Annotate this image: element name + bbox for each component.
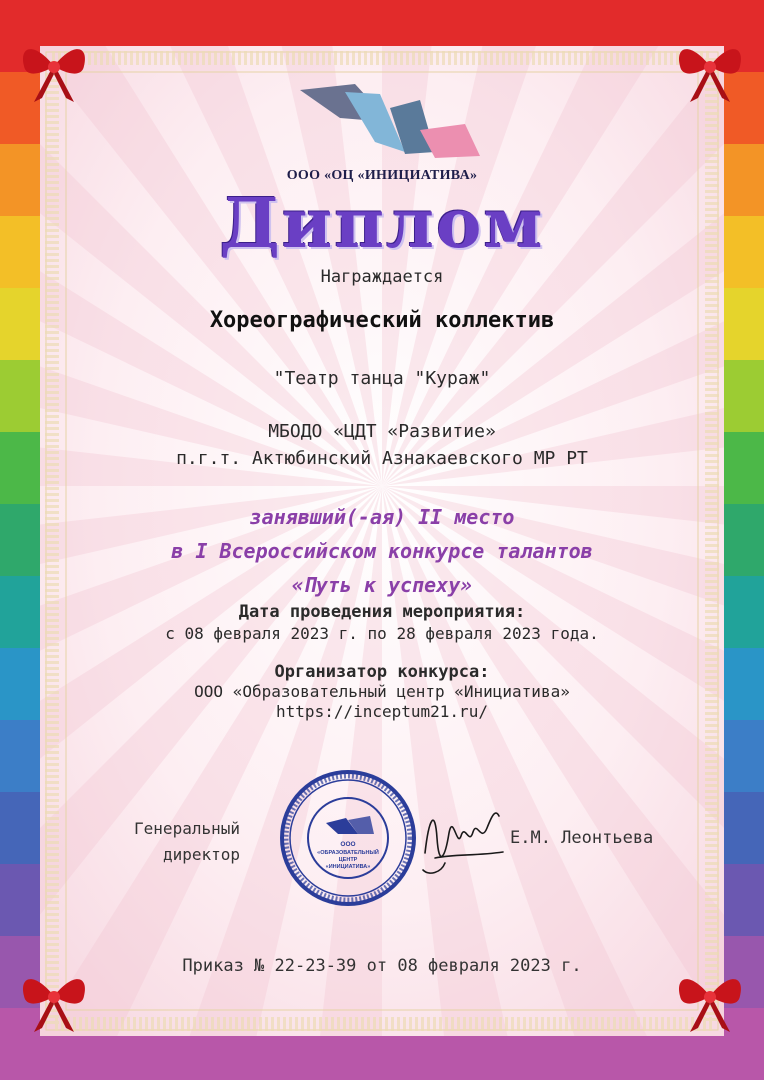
svg-text:«ИНИЦИАТИВА»: «ИНИЦИАТИВА»: [325, 864, 371, 870]
school-line-1: МБОДО «ЦДТ «Развитие»: [268, 421, 496, 442]
dates-value: с 08 февраля 2023 г. по 28 февраля 2023 года.: [165, 624, 599, 643]
svg-text:ООО: ООО: [340, 841, 356, 848]
event-dates: [40, 602, 724, 644]
team-name: "Театр танца "Кураж": [273, 368, 491, 389]
organizer-label: Организатор конкурса:: [274, 662, 490, 682]
school-line-2: п.г.т. Актюбинский Азнакаевского МР РТ: [176, 448, 588, 469]
org-short-name: ООО «ОЦ «ИНИЦИАТИВА»: [286, 168, 478, 183]
director-name: Е.М. Леонтьева: [510, 828, 654, 848]
role-line-2: директор: [162, 845, 240, 864]
seal-stamp-icon: [278, 768, 418, 908]
handwritten-signature-icon: [415, 798, 505, 878]
achievement-line-3: «Путь к успеху»: [291, 573, 473, 597]
organizer-name: ООО «Образовательный центр «Инициатива»: [194, 682, 570, 701]
ribbon-bow-icon: [14, 966, 94, 1036]
school-info: [40, 418, 724, 472]
organizer-url: https://inceptum21.ru/: [276, 702, 488, 721]
signer-role: [100, 816, 240, 868]
ribbon-bow-icon: [14, 36, 94, 106]
role-line-1: Генеральный: [134, 819, 240, 838]
recipient-name: Хореографический коллектив: [209, 308, 555, 333]
svg-text:ЦЕНТР: ЦЕНТР: [338, 857, 358, 863]
book-logo-icon: [295, 82, 485, 162]
achievement-line-2: в I Всероссийском конкурсе талантов: [171, 539, 593, 563]
ribbon-bow-icon: [670, 36, 750, 106]
awarded-label: Награждается: [320, 267, 444, 287]
achievement-line-1: занявший(-ая) II место: [249, 505, 515, 529]
organizer-info: [40, 662, 724, 722]
svg-text:«ОБРАЗОВАТЕЛЬНЫЙ: «ОБРАЗОВАТЕЛЬНЫЙ: [317, 850, 379, 856]
order-number: Приказ № 22-23-39 от 08 февраля 2023 г.: [182, 956, 582, 976]
diploma-title: Диплом: [219, 184, 545, 264]
achievement-text: [40, 500, 724, 602]
ribbon-bow-icon: [670, 966, 750, 1036]
dates-label: Дата проведения мероприятия:: [238, 602, 526, 622]
